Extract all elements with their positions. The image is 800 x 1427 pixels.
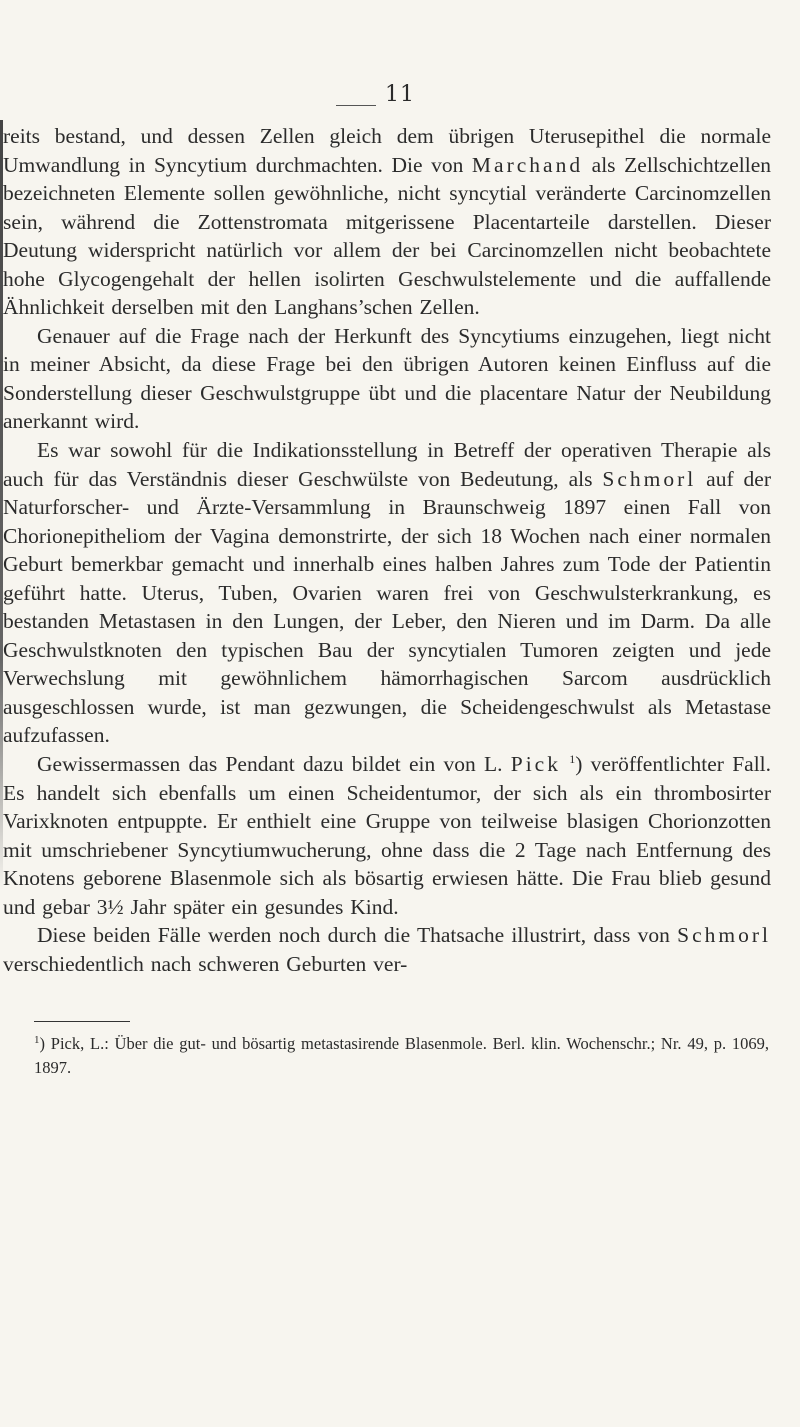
author-name: Schmorl <box>602 466 697 491</box>
page-number: 11 <box>0 82 800 107</box>
footnote-text: ) Pick, L.: Über die gut- und bösartig metastasirende Blasenmole. Berl. klin. Wochenschr.; Nr. 49, p. 1069, 1897. <box>34 1034 769 1077</box>
footnote-reference: 1 <box>569 752 576 767</box>
paragraph-2: Genauer auf die Frage nach der Herkunft des Syncytiums einzugehen, liegt nicht in meiner Absicht, da diese Frage bei den übrigen Autoren keinen Einfluss auf die Sonderstellung dieser Geschwulstgruppe übt und die placentare Natur der Neubildung anerkannt wird. <box>3 323 771 434</box>
author-name: Pick <box>510 752 561 777</box>
paragraph-5: Diese beiden Fälle werden noch durch die Thatsache illustrirt, dass von Schmorl verschiedentlich nach schweren Geburten ver- <box>3 923 771 976</box>
footnote-divider <box>34 1021 130 1022</box>
author-name: Marchand <box>471 152 584 177</box>
paragraph-3: Es war sowohl für die Indikationsstellung in Betreff der operativen Therapie als auch für das Verständnis dieser Geschwülste von Bedeutung, als Schmorl auf der Naturforscher- und Ärzte-Versammlung in Braunschweig 1897 einen Fall von Chorionepitheliom der Vagina demonstrirte, der sich 18 Wochen nach einer normalen Geburt bemerkbar gemacht und innerhalb eines halben Jahres zum Tode der Patientin geführt hatte. Uterus, Tuben, Ovarien waren frei von Geschwulsterkrankung, es bestanden Metastasen in den Lungen, der Leber, den Nieren und im Darm. Da alle Geschwulstknoten den typischen Bau der syncytialen Tumoren zeigten und jede Verwechslung mit gewöhnlichem hämorrhagischen Sarcom ausdrücklich ausgeschlossen wurde, ist man gezwungen, die Scheidengeschwulst als Metastase aufzufassen. <box>3 438 771 748</box>
footnote-marker: 1 <box>34 1034 40 1046</box>
paragraph-4: Gewissermassen das Pendant dazu bildet ein von L. Pick $^1$) veröffentlichter Fall. Es handelt sich ebenfalls um einen Scheidentumor, der sich als ein thrombosirter Varixknoten entpuppte. Er enthielt eine Gruppe von teilweise blasigen Chorionzotten mit umschriebener Syncytiumwucherung, ohne dass die 2 Tage nach Entfernung des Knotens geborene Blasenmole sich als bösartig erwiesen hätte. Die Frau blieb gesund und gebar 3½ Jahr später ein gesundes Kind. <box>3 752 772 919</box>
paragraph-1: reits bestand, und dessen Zellen gleich dem übrigen Uterusepithel die normale Umwandlung in Syncytium durchmachten. Die von Marchand als Zellschichtzellen bezeichneten Elemente sollen gewöhnliche, nicht syncytial veränderte Carcinomzellen sein, während die Zottenstromata mitgerissene Placentarteile darstellen. Dieser Deutung widerspricht natürlich vor allem der bei Carcinomzellen nicht beobachtete hohe Glycogengehalt der hellen isolirten Geschwulstelemente und die auffallende Ähnlichkeit derselben mit den Langhans’schen Zellen. <box>3 124 771 320</box>
author-name: Schmorl <box>677 923 771 948</box>
body-text <box>3 122 771 978</box>
footnote <box>34 1028 769 1080</box>
